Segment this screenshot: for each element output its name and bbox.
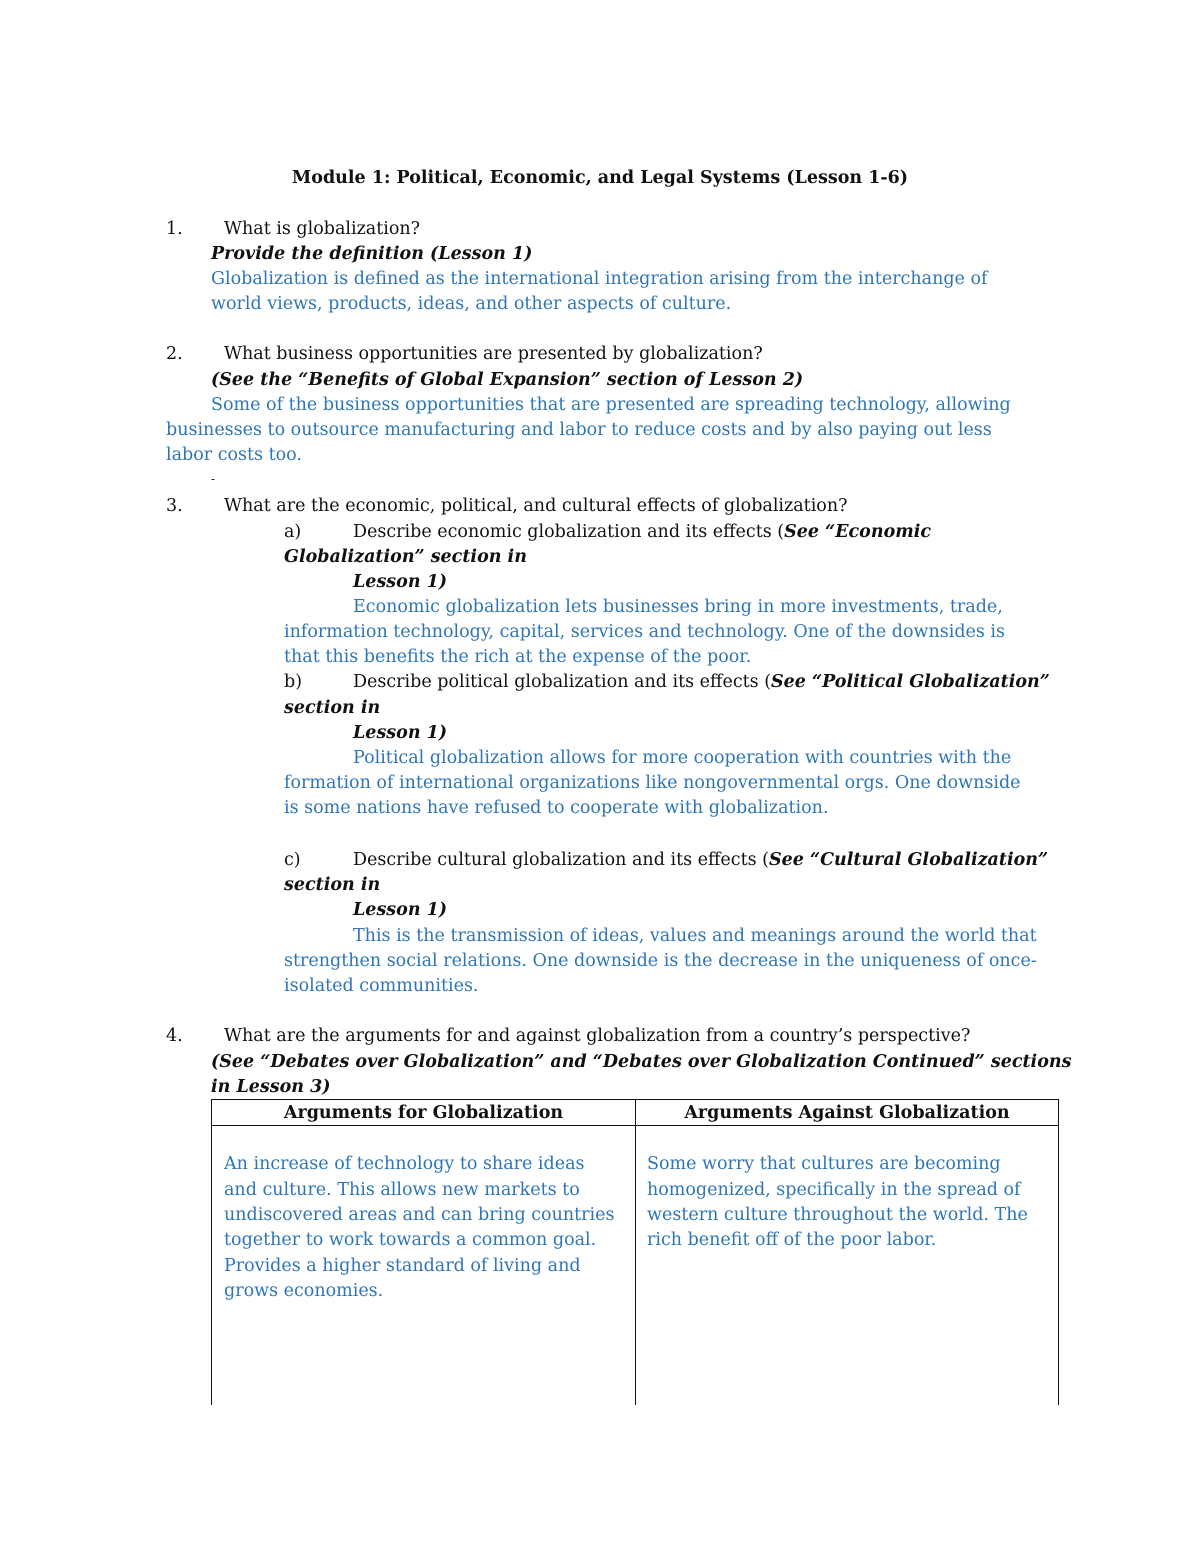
for-cell-line: together to work towards a common goal. (224, 1230, 597, 1250)
q3b-hint: See “Political Globalization” (771, 672, 1050, 692)
against-cell-line: Some worry that cultures are becoming (647, 1154, 1001, 1174)
q3b-hint: section in (284, 698, 381, 718)
q2-answer-line: Some of the business opportunities that are presented are spreading technology, allowing (211, 395, 1011, 415)
q3-number: 3. (166, 496, 183, 516)
for-cell-line: An increase of technology to share ideas (224, 1154, 585, 1174)
q3a-answer-line: Economic globalization lets businesses bring in more investments, trade, (353, 597, 1003, 617)
for-cell-line: grows economies. (224, 1281, 384, 1301)
q3c-prompt (353, 850, 1048, 870)
q3a-prompt (353, 522, 931, 542)
q3a-answer-line: information technology, capital, services and technology. One of the downsides is (284, 622, 1006, 642)
q2-hint: (See the “Benefits of Global Expansion” section of Lesson 2) (211, 370, 804, 390)
q3a-hint: See “Economic (784, 522, 932, 542)
q3c-hint: Lesson 1) (353, 900, 448, 920)
table-column-divider (635, 1099, 636, 1405)
table-border-right (1058, 1099, 1059, 1405)
q1-number: 1. (166, 219, 183, 239)
q3b-answer-line: Political globalization allows for more cooperation with countries with the (353, 748, 1012, 768)
for-cell-line: and culture. This allows new markets to (224, 1180, 580, 1200)
q3b-prompt-text: Describe political globalization and its effects ( (353, 672, 772, 692)
q3c-answer-line: This is the transmission of ideas, values and meanings around the world that (353, 926, 1037, 946)
stray-dash: - (211, 472, 216, 486)
q2-answer-line: labor costs too. (166, 445, 302, 465)
q3a-answer-line: that this benefits the rich at the expense of the poor. (284, 647, 752, 667)
q3a-prompt-text: Describe economic globalization and its effects ( (353, 522, 785, 542)
q1-hint: Provide the definition (Lesson 1) (211, 244, 533, 264)
against-cell-line: rich benefit off of the poor labor. (647, 1230, 937, 1250)
q1-answer-line: world views, products, ideas, and other aspects of culture. (211, 294, 732, 314)
table-header-for: Arguments for Globalization (283, 1103, 564, 1123)
q3c-answer-line: strengthen social relations. One downside is the decrease in the uniqueness of once- (284, 951, 1037, 971)
q1-answer-line: Globalization is defined as the international integration arising from the interchange of (211, 269, 988, 289)
q3a-letter: a) (284, 522, 302, 542)
q3c-prompt-text: Describe cultural globalization and its effects ( (353, 850, 769, 870)
q3b-prompt (353, 672, 1050, 692)
q3c-hint: section in (284, 875, 381, 895)
q4-question: What are the arguments for and against globalization from a country’s perspective? (224, 1026, 971, 1046)
q2-question: What business opportunities are presented by globalization? (224, 344, 763, 364)
q3a-hint: Globalization” section in (284, 547, 527, 567)
q2-answer-line: businesses to outsource manufacturing and labor to reduce costs and by also paying out less (166, 420, 992, 440)
table-border-left (211, 1099, 212, 1405)
q2-number: 2. (166, 344, 183, 364)
for-cell-line: Provides a higher standard of living and (224, 1256, 581, 1276)
q3c-letter: c) (284, 850, 301, 870)
for-cell-line: undiscovered areas and can bring countries (224, 1205, 615, 1225)
q3b-hint: Lesson 1) (353, 723, 448, 743)
against-cell-line: western culture throughout the world. The (647, 1205, 1028, 1225)
q3-question: What are the economic, political, and cultural effects of globalization? (224, 496, 848, 516)
q3a-hint: Lesson 1) (353, 572, 448, 592)
q3b-answer-line: is some nations have refused to cooperate with globalization. (284, 798, 829, 818)
q3c-answer-line: isolated communities. (284, 976, 479, 996)
q3c-hint: See “Cultural Globalization” (769, 850, 1049, 870)
q3b-letter: b) (284, 672, 303, 692)
q1-question: What is globalization? (224, 219, 421, 239)
q4-hint: in Lesson 3) (211, 1077, 331, 1097)
q3b-answer-line: formation of international organizations like nongovernmental orgs. One downside (284, 773, 1021, 793)
page-title: Module 1: Political, Economic, and Legal Systems (Lesson 1-6) (291, 168, 909, 188)
q4-hint: (See “Debates over Globalization” and “Debates over Globalization Continued” sections (211, 1052, 1072, 1072)
table-header-against: Arguments Against Globalization (684, 1103, 1010, 1123)
against-cell-line: homogenized, specifically in the spread of (647, 1180, 1021, 1200)
q4-number: 4. (166, 1026, 183, 1046)
